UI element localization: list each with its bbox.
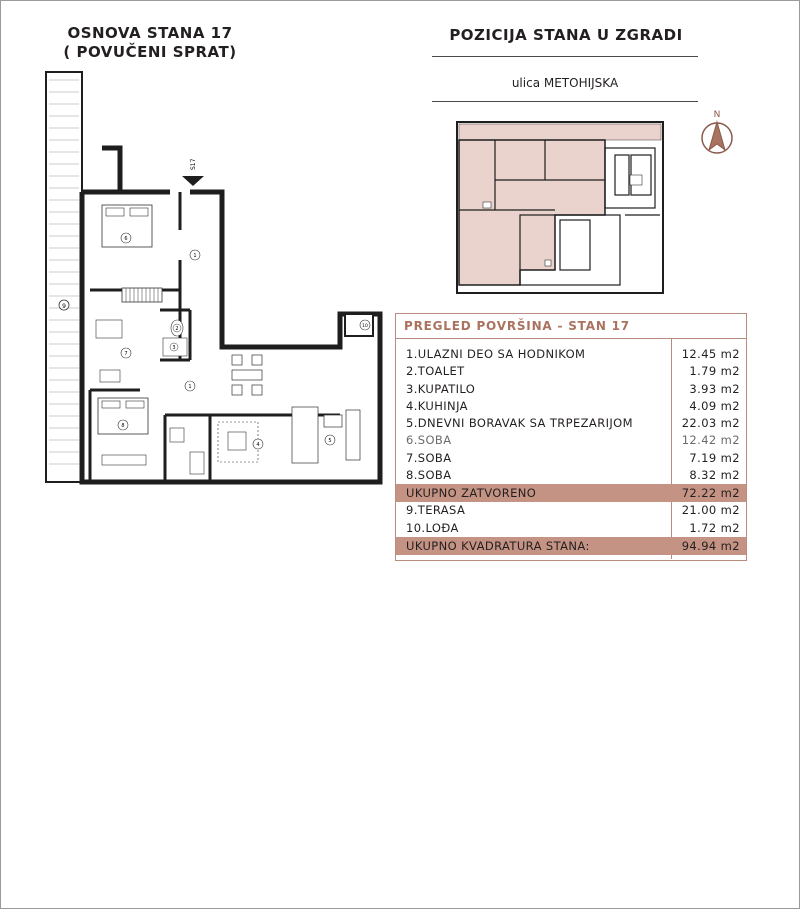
plan-title-line2: ( POVUČENI SPRAT) (63, 43, 237, 61)
total-label: UKUPNO KVADRATURA STANA: (406, 538, 590, 553)
row-area: 3.93 m2 (689, 381, 740, 396)
subtotal-area: 72.22 m2 (681, 486, 740, 501)
row-name: 9.TERASA (406, 503, 466, 518)
total-area: 94.94 m2 (681, 538, 740, 553)
table-row (396, 363, 746, 380)
table-row (396, 381, 746, 398)
floor-plan (40, 70, 390, 490)
table-row (396, 450, 746, 467)
row-name: 2.TOALET (406, 364, 465, 379)
table-row (396, 432, 746, 449)
subtotal-label: UKUPNO ZATVORENO (406, 486, 537, 501)
table-row (396, 415, 746, 432)
north-compass-icon (699, 108, 735, 158)
row-area: 1.79 m2 (689, 364, 740, 379)
room-number-1: 1 (193, 253, 197, 259)
row-name: 5.DNEVNI BORAVAK SA TRPEZARIJOM (406, 416, 633, 431)
row-name: 8.SOBA (406, 468, 452, 483)
room-number-3: 3 (172, 345, 176, 351)
table-row (396, 520, 746, 537)
row-area: 21.00 m2 (681, 503, 740, 518)
table-row (396, 502, 746, 519)
title-rule-bottom (432, 101, 698, 102)
row-name: 1.ULAZNI DEO SA HODNIKOM (406, 347, 586, 361)
entrance-label: S17 (190, 158, 197, 170)
entrance-arrow (182, 176, 204, 186)
table-row (396, 467, 746, 484)
row-name: 3.KUPATILO (406, 381, 476, 396)
area-table-title: PREGLED POVRŠINA - STAN 17 (396, 314, 746, 339)
street-label: ulica METOHIJSKA (511, 76, 619, 90)
building-site-plan (455, 120, 665, 295)
plan-title (40, 24, 260, 62)
subtotal-row (396, 484, 746, 502)
row-area: 12.45 m2 (681, 347, 740, 361)
table-row (396, 346, 746, 363)
row-name: 10.LOĐA (406, 520, 459, 535)
row-area: 22.03 m2 (681, 416, 740, 431)
terrace (46, 72, 82, 482)
position-title: POZICIJA STANA U ZGRADI (449, 26, 683, 44)
title-rule-top (432, 56, 698, 57)
row-area: 1.72 m2 (689, 520, 740, 535)
plan-title-line1: OSNOVA STANA 17 (67, 24, 233, 42)
room-number-4: 4 (256, 442, 260, 448)
area-table (395, 313, 747, 561)
row-name: 4.KUHINJA (406, 398, 468, 413)
north-label: N (713, 110, 721, 120)
row-area: 8.32 m2 (689, 468, 740, 483)
row-area: 7.19 m2 (689, 450, 740, 465)
room-number-9: 9 (62, 303, 66, 310)
room-number-8: 8 (121, 423, 125, 429)
row-area: 12.42 m2 (681, 433, 740, 448)
room-number-10: 10 (362, 324, 368, 329)
room-number-1b: 1 (188, 384, 192, 390)
room-number-6: 6 (124, 236, 128, 242)
row-area: 4.09 m2 (689, 398, 740, 413)
room-number-7: 7 (124, 351, 128, 357)
row-name: 6.SOBA (406, 433, 452, 448)
room-number-2: 2 (175, 326, 179, 332)
total-row (396, 537, 746, 555)
table-row (396, 398, 746, 415)
row-name: 7.SOBA (406, 450, 452, 465)
room-number-5: 5 (328, 438, 332, 444)
